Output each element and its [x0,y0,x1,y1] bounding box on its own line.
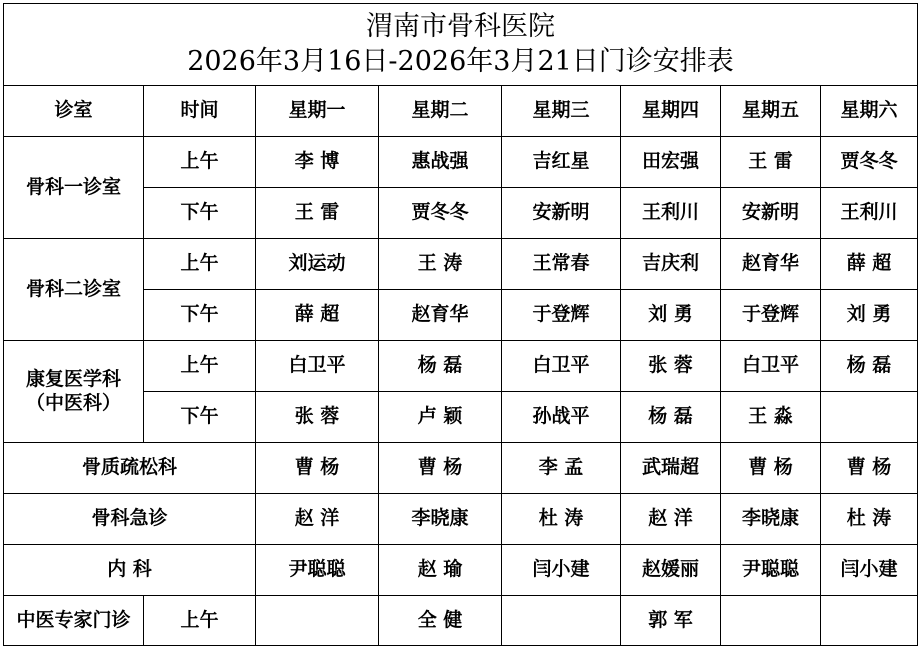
hospital-name: 渭南市骨科医院 [366,10,555,42]
doctor-cell: 李 博 [256,137,379,188]
doctor-cell: 杜 涛 [502,494,621,545]
doctor-cell: 全 健 [379,596,502,646]
doctor-cell: 尹聪聪 [256,545,379,596]
doctor-cell: 贾冬冬 [379,188,502,239]
table-row [4,239,918,290]
period-cell: 上午 [144,341,256,392]
doctor-cell: 闫小建 [821,545,918,596]
dept-name-internal-medicine: 内 科 [4,545,256,596]
doctor-cell: 曹 杨 [256,443,379,494]
doctor-cell: 刘运动 [256,239,379,290]
schedule-title: 2026年3月16日-2026年3月21日门诊安排表 [187,45,734,77]
title-row [4,4,918,86]
period-cell: 下午 [144,290,256,341]
period-cell: 上午 [144,239,256,290]
doctor-cell: 杨 磊 [621,392,721,443]
dept-name-ortho-emergency: 骨科急诊 [4,494,256,545]
doctor-cell: 李 孟 [502,443,621,494]
header-room: 诊室 [4,86,144,137]
doctor-cell: 于登辉 [502,290,621,341]
doctor-cell: 李晓康 [379,494,502,545]
dept-name-tcm-expert: 中医专家门诊 [4,596,144,646]
header-day-wed: 星期三 [502,86,621,137]
table-row [4,545,918,596]
room-name-rehab-sub: （中医科） [25,391,121,414]
doctor-cell: 尹聪聪 [721,545,821,596]
doctor-cell: 吉红星 [502,137,621,188]
doctor-cell: 赵 洋 [256,494,379,545]
room-name-rehab-main: 康复医学科 [25,367,121,390]
room-name-ortho-2: 骨科二诊室 [4,239,144,341]
doctor-cell: 薛 超 [821,239,918,290]
doctor-cell: 孙战平 [502,392,621,443]
doctor-cell: 惠战强 [379,137,502,188]
doctor-cell: 杜 涛 [821,494,918,545]
doctor-cell: 赵 瑜 [379,545,502,596]
doctor-cell: 王 淼 [721,392,821,443]
doctor-cell [821,596,918,646]
doctor-cell: 王 涛 [379,239,502,290]
header-day-tue: 星期二 [379,86,502,137]
doctor-cell: 曹 杨 [821,443,918,494]
doctor-cell: 赵育华 [721,239,821,290]
period-cell: 下午 [144,188,256,239]
doctor-cell: 曹 杨 [721,443,821,494]
doctor-cell: 王利川 [621,188,721,239]
header-day-thu: 星期四 [621,86,721,137]
header-time: 时间 [144,86,256,137]
doctor-cell [502,596,621,646]
header-row [4,86,918,137]
doctor-cell: 白卫平 [256,341,379,392]
doctor-cell: 赵 洋 [621,494,721,545]
doctor-cell: 安新明 [721,188,821,239]
dept-name-osteoporosis: 骨质疏松科 [4,443,256,494]
doctor-cell: 白卫平 [502,341,621,392]
doctor-cell: 薛 超 [256,290,379,341]
doctor-cell: 李晓康 [721,494,821,545]
doctor-cell: 刘 勇 [821,290,918,341]
doctor-cell: 武瑞超 [621,443,721,494]
doctor-cell: 曹 杨 [379,443,502,494]
period-cell: 上午 [144,596,256,646]
doctor-cell [721,596,821,646]
clinic-schedule-table [3,3,918,646]
period-cell: 下午 [144,392,256,443]
doctor-cell: 赵媛丽 [621,545,721,596]
doctor-cell: 张 蓉 [621,341,721,392]
doctor-cell: 卢 颖 [379,392,502,443]
period-cell: 上午 [144,137,256,188]
doctor-cell: 安新明 [502,188,621,239]
doctor-cell: 赵育华 [379,290,502,341]
header-day-fri: 星期五 [721,86,821,137]
doctor-cell: 张 蓉 [256,392,379,443]
doctor-cell: 郭 军 [621,596,721,646]
table-row [4,494,918,545]
doctor-cell: 杨 磊 [379,341,502,392]
table-row [4,137,918,188]
table-row [4,443,918,494]
header-day-sat: 星期六 [821,86,918,137]
room-name-rehab [4,341,144,443]
doctor-cell: 王常春 [502,239,621,290]
doctor-cell: 刘 勇 [621,290,721,341]
header-day-mon: 星期一 [256,86,379,137]
doctor-cell: 王 雷 [721,137,821,188]
doctor-cell: 王利川 [821,188,918,239]
table-row [4,596,918,646]
doctor-cell: 吉庆利 [621,239,721,290]
table-row [4,341,918,392]
doctor-cell: 杨 磊 [821,341,918,392]
doctor-cell: 于登辉 [721,290,821,341]
doctor-cell: 贾冬冬 [821,137,918,188]
room-name-ortho-1: 骨科一诊室 [4,137,144,239]
title-cell [4,4,918,86]
doctor-cell [256,596,379,646]
doctor-cell: 田宏强 [621,137,721,188]
doctor-cell: 闫小建 [502,545,621,596]
doctor-cell: 白卫平 [721,341,821,392]
doctor-cell: 王 雷 [256,188,379,239]
doctor-cell [821,392,918,443]
